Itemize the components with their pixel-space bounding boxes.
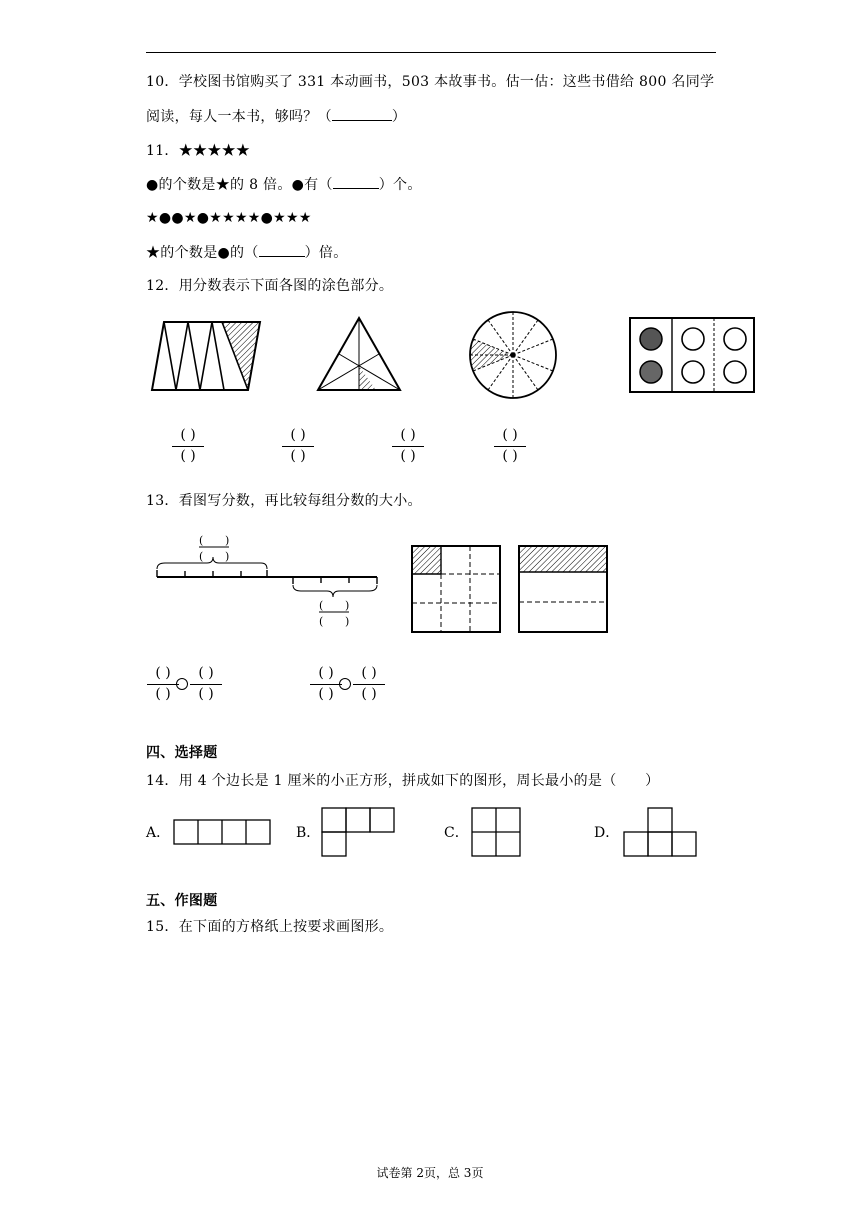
q11-line2 [146,243,348,262]
q14-option-b-shape[interactable] [320,806,398,858]
fraction-bar [172,446,204,447]
svg-text:): ) [225,550,230,563]
q12-fraction-1-denominator: ( ) [180,448,196,464]
q12-fraction-2[interactable] [278,426,318,466]
q11-line1-prefix: ●的个数是★的 8 倍。●有（ [146,177,333,193]
q14-option-a-shape[interactable] [172,818,272,846]
svg-text:(: ( [319,615,324,628]
q12-fraction-3-numerator: ( ) [400,427,416,443]
triangle-figure [316,316,402,392]
q12-fraction-2-denominator: ( ) [290,448,306,464]
svg-text:): ) [345,615,350,628]
q13-group1-right-denominator: ( ) [198,686,214,702]
q14-option-d-shape[interactable] [622,806,698,858]
q15-title: 15．在下面的方格纸上按要求画图形。 [146,919,394,935]
q13-group1-left-numerator: ( ) [155,665,171,681]
page-footer: 试卷第 2页，总 3页 [376,1166,484,1180]
q10-line2-prefix: 阅读，每人一本书，够吗？（ [146,109,332,125]
q12-fraction-1-numerator: ( ) [180,427,196,443]
svg-text:): ) [225,534,230,547]
q14-option-c-label[interactable]: C． [444,825,469,841]
q13-title: 13．看图写分数，再比较每组分数的大小。 [146,493,422,509]
svg-text:(: ( [199,534,204,547]
q12-title: 12．用分数表示下面各图的涂色部分。 [146,278,394,294]
circle-figure [468,312,558,398]
parallelogram-figure [150,312,260,394]
q10-line1: 10．学校图书馆购买了 331 本动画书，503 本故事书。估一估：这些书借给 800 名同学 [146,74,715,90]
rectangle-strip-figure [517,544,609,634]
q13-group1-right-numerator: ( ) [198,665,214,681]
section-5-heading: 五、作图题 [146,893,218,909]
q13-group2-right-denominator: ( ) [361,686,377,702]
svg-text:): ) [345,599,350,612]
q13-group1-fraction-right[interactable] [186,664,226,704]
q12-fraction-2-numerator: ( ) [290,427,306,443]
q11-line2-prefix: ★的个数是●的（ [146,245,259,261]
q10-line2-suffix: ） [391,109,407,125]
q12-fraction-3[interactable] [388,426,428,466]
q12-fraction-4-denominator: ( ) [502,448,518,464]
q13-group2-right-numerator: ( ) [361,665,377,681]
q11-mixed-row: ★●●★●★★★★●★★★ [146,210,312,226]
fraction-bar [494,446,526,447]
q10-answer-blank[interactable] [332,107,392,121]
q14-option-a-label[interactable]: A． [146,825,171,841]
q11-title: 11．★★★★★ [146,143,251,159]
section-4-heading: 四、选择题 [146,745,218,761]
square-grid-figure [410,544,502,634]
q14-option-d-label[interactable]: D． [594,825,620,841]
q12-fraction-1[interactable] [168,426,208,466]
q12-fraction-3-denominator: ( ) [400,448,416,464]
fraction-bar [282,446,314,447]
q11-answer-blank-1[interactable] [333,175,379,189]
q11-line1-suffix: ）个。 [378,177,422,193]
q13-group2-left-denominator: ( ) [318,686,334,702]
q14-option-c-shape[interactable] [470,806,524,858]
q13-group2-left-numerator: ( ) [318,665,334,681]
q11-line2-suffix: ）倍。 [304,245,348,261]
svg-text:(: ( [319,599,324,612]
fraction-bar [392,446,424,447]
q11-line1 [146,175,422,194]
fraction-bar [190,684,222,685]
q13-group1-left-denominator: ( ) [155,686,171,702]
circles-grid-figure [628,316,756,394]
q11-answer-blank-2[interactable] [259,243,305,257]
q12-fraction-4[interactable] [490,426,530,466]
fraction-bar [353,684,385,685]
header-rule [146,52,716,53]
q10-line2 [146,107,406,126]
q14-option-b-label[interactable]: B． [296,825,321,841]
segment-lines-figure [155,533,381,629]
q13-group2-fraction-right[interactable] [349,664,389,704]
q12-fraction-4-numerator: ( ) [502,427,518,443]
q14-title: 14．用 4 个边长是 1 厘米的小正方形，拼成如下的图形，周长最小的是（ ） [146,773,660,789]
svg-text:(: ( [199,550,204,563]
